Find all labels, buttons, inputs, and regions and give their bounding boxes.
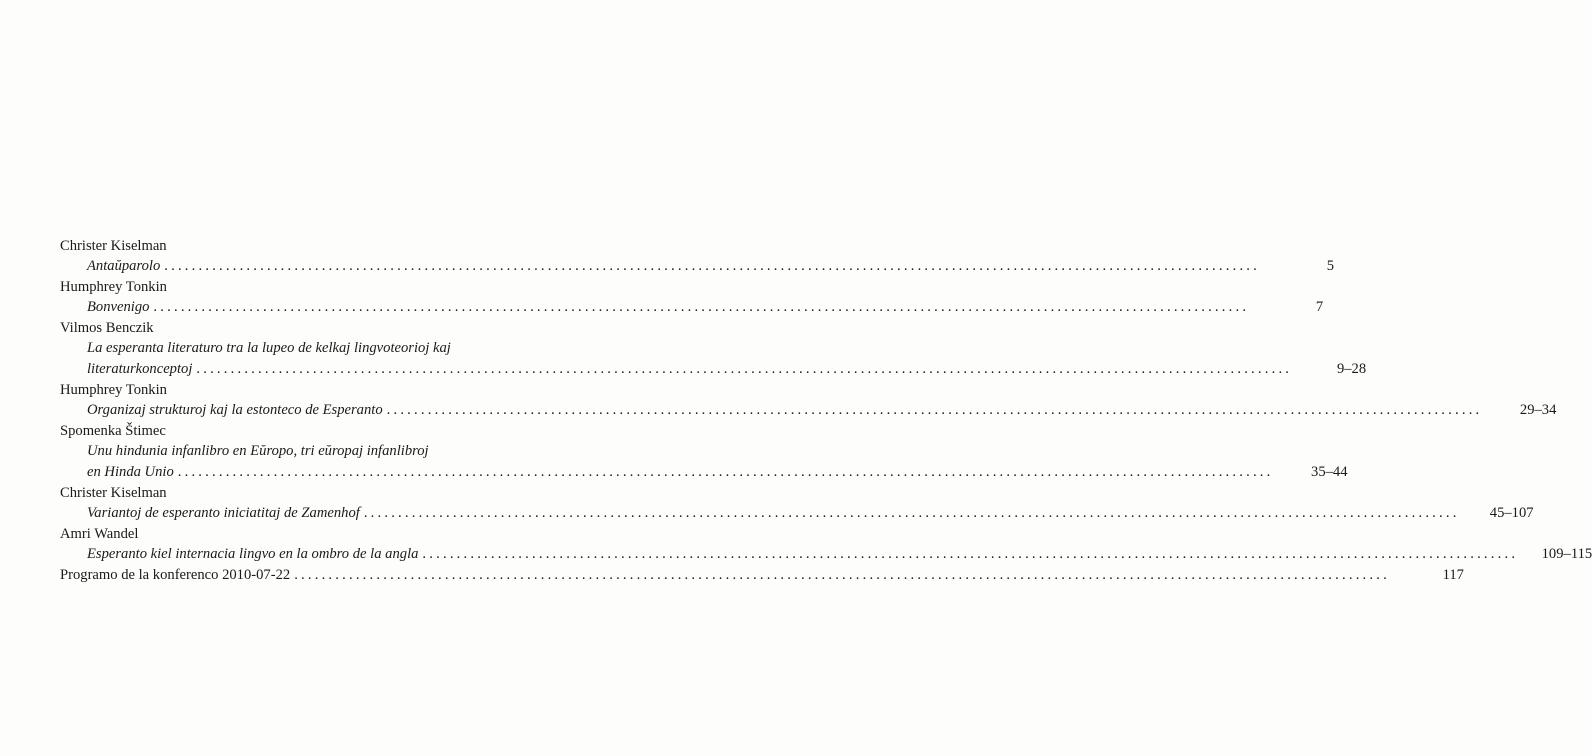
- program-line: [60, 565, 1464, 586]
- entry-title-line: [60, 297, 1324, 318]
- page-number: 35–44: [1311, 464, 1348, 480]
- entry-title-continued: literaturkonceptoj: [87, 361, 193, 377]
- entry-title: Organizaj strukturoj kaj la estonteco de Esperanto: [87, 402, 383, 418]
- page-number: 29–34: [1519, 402, 1557, 418]
- entry-title-continued: en Hinda Unio: [87, 464, 174, 480]
- dot-leader: ................................................................................................................................................................: [153, 299, 1250, 315]
- dot-leader: ................................................................................................................................................................: [196, 361, 1293, 377]
- entry-title: Esperanto kiel internacia lingvo en la ombro de la angla: [87, 546, 419, 562]
- dot-leader: ................................................................................................................................................................: [422, 546, 1519, 562]
- page-number: 117: [1442, 567, 1464, 583]
- toc-entry: [60, 236, 1334, 277]
- dot-leader: ................................................................................................................................................................: [177, 464, 1274, 480]
- entry-author: Christer Kiselman: [60, 485, 167, 501]
- dot-leader: ................................................................................................................................................................: [363, 505, 1460, 521]
- page-number: 7: [1315, 299, 1324, 315]
- entry-author: Spomenka Štimec: [60, 423, 166, 439]
- toc-entry: [60, 421, 1348, 483]
- entry-title-line: [60, 441, 548, 462]
- dot-leader: ................................................................................................................................................................: [386, 402, 1483, 418]
- entry-title-line: [60, 338, 548, 359]
- entry-title: Variantoj de esperanto iniciatitaj de Zamenhof: [87, 505, 360, 521]
- page-number: 9–28: [1336, 361, 1367, 377]
- entry-author: Amri Wandel: [60, 526, 139, 542]
- entry-author: Humphrey Tonkin: [60, 279, 167, 295]
- entry-title-line: [60, 544, 1592, 565]
- dot-leader: ................................................................................................................................................................: [164, 258, 1260, 274]
- page-number: 109–115: [1541, 546, 1592, 562]
- entry-title-line: [60, 359, 1367, 380]
- entry-author: Humphrey Tonkin: [60, 382, 167, 398]
- entry-title-line: [60, 462, 1348, 483]
- page-number: 45–107: [1489, 505, 1534, 521]
- program-title: Programo de la konferenco 2010-07-22: [60, 567, 291, 583]
- entry-title: Antaŭparolo: [87, 258, 161, 274]
- entry-author: Vilmos Benczik: [60, 320, 154, 336]
- toc-entry: [60, 524, 1592, 565]
- toc-entry: [60, 277, 1324, 318]
- entry-title-line: [60, 256, 1334, 277]
- toc-entry: [60, 483, 1534, 524]
- entry-title-line: [60, 503, 1534, 524]
- toc-entry: [60, 318, 1367, 380]
- dot-leader: ................................................................................................................................................................: [294, 567, 1390, 583]
- entry-title: Bonvenigo: [87, 299, 150, 315]
- page-number: 5: [1326, 258, 1334, 274]
- entry-title-line: [60, 400, 1557, 421]
- toc-entry: [60, 380, 1557, 421]
- entry-title: Unu hindunia infanlibro en Eŭropo, tri eŭropaj infanlibroj: [87, 443, 429, 459]
- entry-author: Christer Kiselman: [60, 238, 167, 254]
- entry-title: La esperanta literaturo tra la lupeo de kelkaj lingvoteorioj kaj: [87, 340, 451, 356]
- table-of-contents: [60, 236, 1592, 586]
